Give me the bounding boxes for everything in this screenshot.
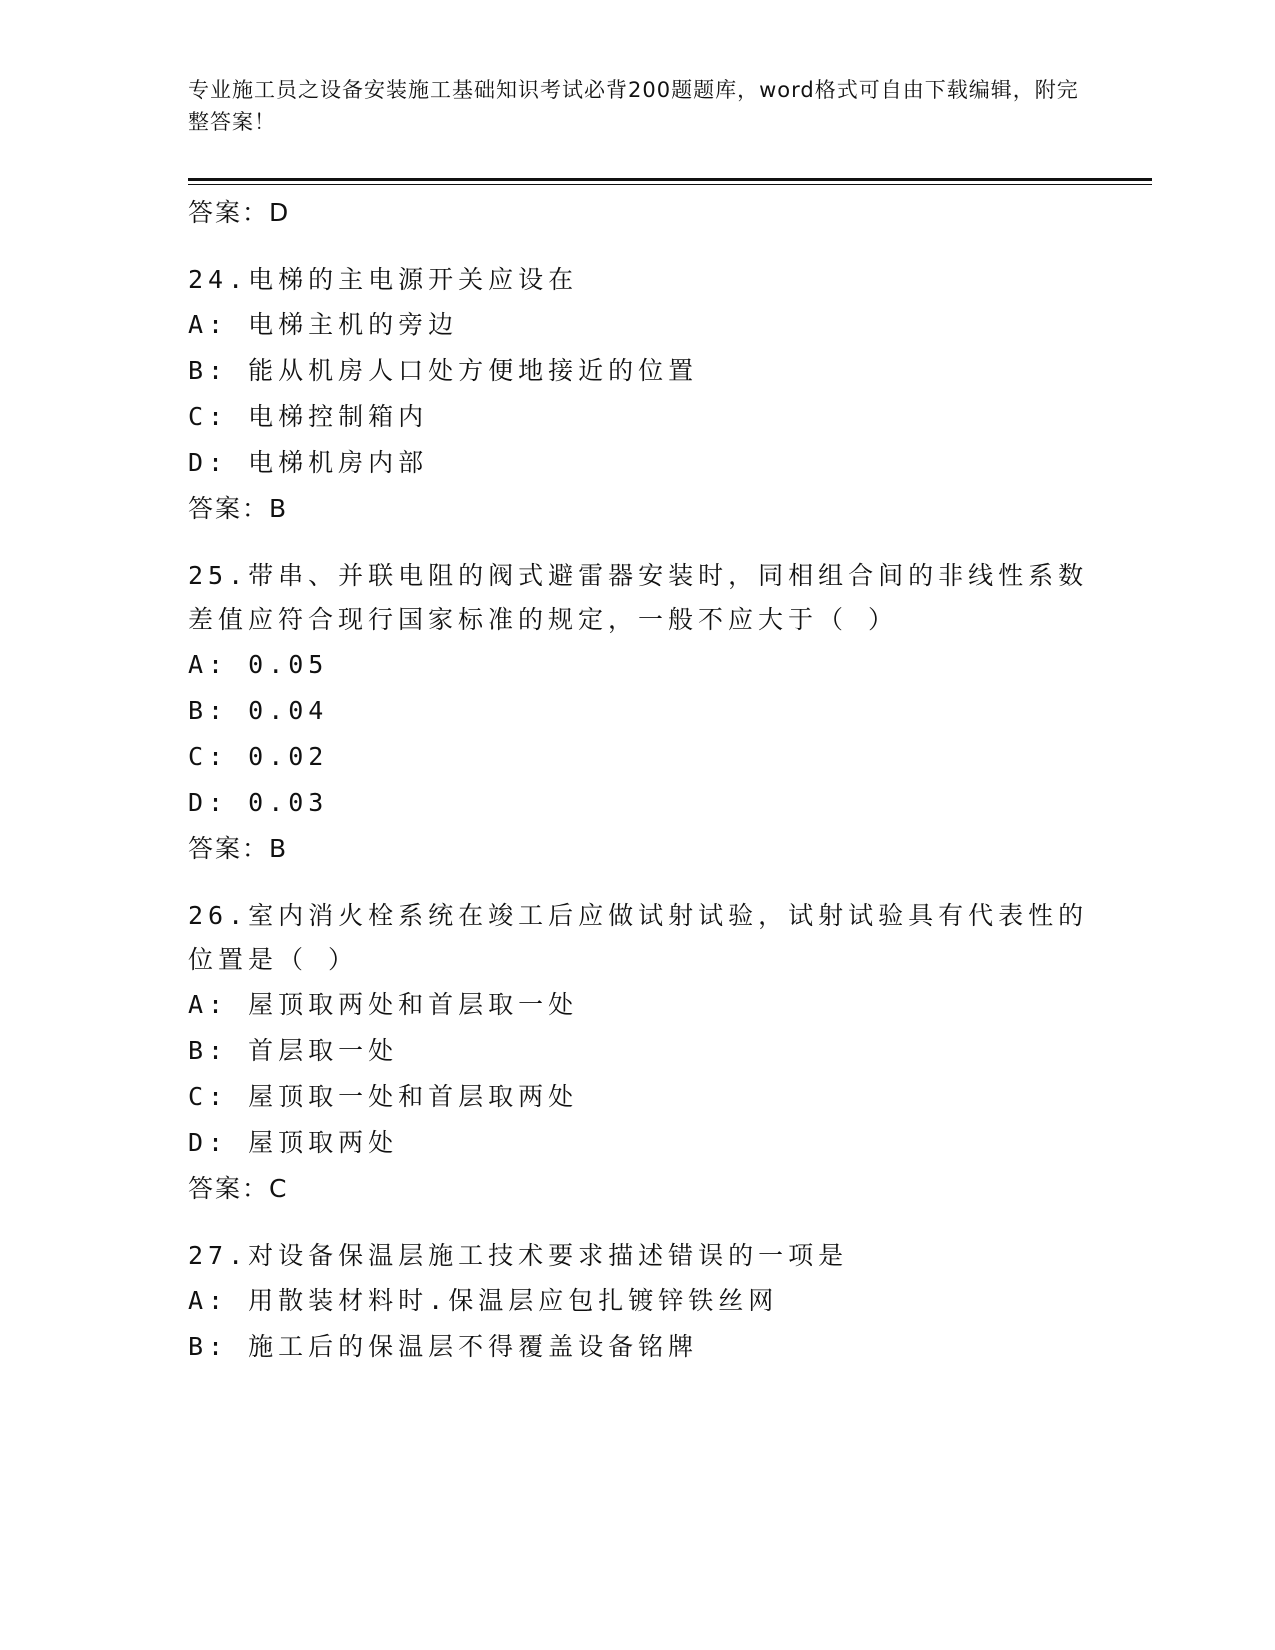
option-b: B: 能从机房人口处方便地接近的位置: [188, 356, 699, 385]
option-b: B: 施工后的保温层不得覆盖设备铭牌: [188, 1332, 699, 1361]
answer-line: 答案：B: [188, 834, 289, 863]
option-a: A: 用散装材料时.保温层应包扎镀锌铁丝网: [188, 1286, 779, 1315]
question-27: [188, 1234, 1118, 1370]
document-body: [188, 190, 1118, 1392]
option-c: C: 屋顶取一处和首层取两处: [188, 1082, 579, 1111]
question-stem: 27.对设备保温层施工技术要求描述错误的一项是: [188, 1241, 849, 1270]
option-a: A: 电梯主机的旁边: [188, 310, 459, 339]
header-rule-thin: [188, 184, 1152, 185]
option-d: D: 0.03: [188, 788, 329, 817]
answer-line: 答案：D: [188, 198, 291, 227]
option-b: B: 0.04: [188, 696, 329, 725]
answer-line: 答案：C: [188, 1174, 289, 1203]
option-c: C: 电梯控制箱内: [188, 402, 429, 431]
option-a: A: 0.05: [188, 650, 329, 679]
question-stem: 26.室内消火栓系统在竣工后应做试射试验，试射试验具有代表性的位置是（ ）: [188, 901, 1089, 974]
option-d: D: 电梯机房内部: [188, 448, 429, 477]
option-d: D: 屋顶取两处: [188, 1128, 399, 1157]
answer-line: 答案：B: [188, 494, 289, 523]
question-26: [188, 894, 1118, 1212]
header-rule-thick: [188, 178, 1152, 181]
document-header: 专业施工员之设备安装施工基础知识考试必背200题题库，word格式可自由下载编辑，附完整答案！: [188, 78, 1079, 134]
question-25: [188, 554, 1118, 872]
option-b: B: 首层取一处: [188, 1036, 399, 1065]
question-stem: 24.电梯的主电源开关应设在: [188, 265, 579, 294]
previous-question-tail: [188, 190, 1118, 236]
question-stem: 25.带串、并联电阻的阀式避雷器安装时，同相组合间的非线性系数差值应符合现行国家标准的规定，一般不应大于（ ）: [188, 561, 1089, 634]
option-c: C: 0.02: [188, 742, 329, 771]
option-a: A: 屋顶取两处和首层取一处: [188, 990, 579, 1019]
question-24: [188, 258, 1118, 532]
